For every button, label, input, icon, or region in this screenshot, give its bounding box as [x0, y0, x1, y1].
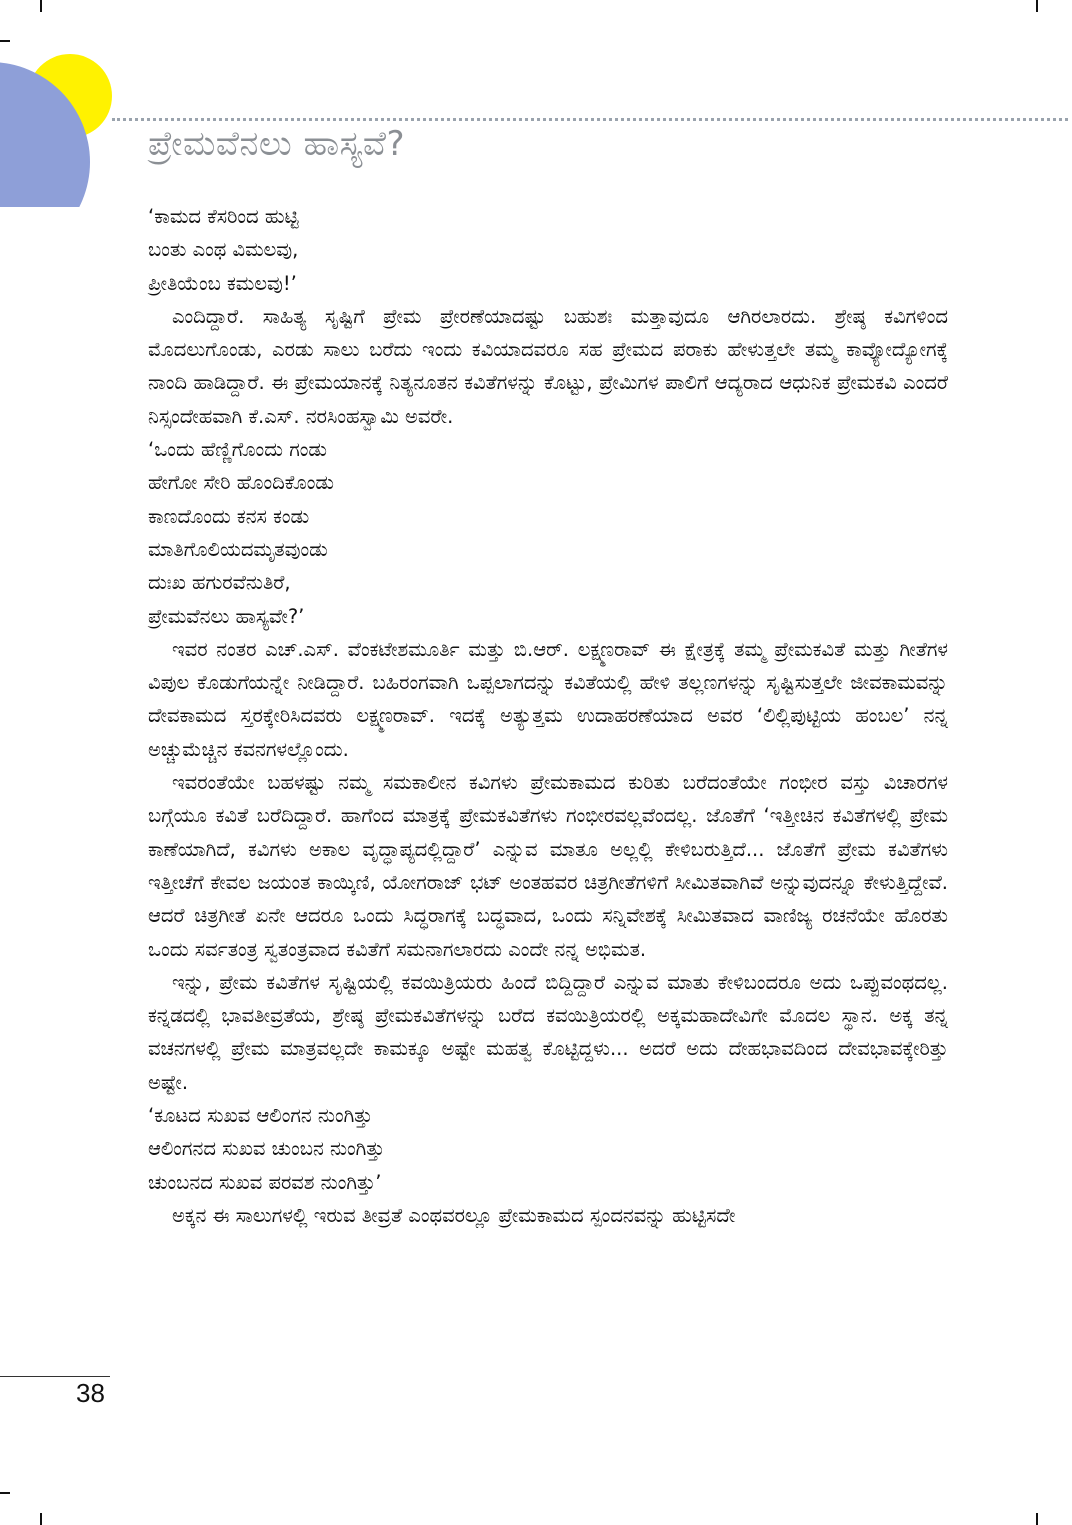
page-number: 38 [76, 1378, 105, 1408]
poem-line: ‘ಕೂಟದ ಸುಖವ ಆಲಿಂಗನ ನುಂಗಿತ್ತು [148, 1104, 373, 1128]
crop-mark [1036, 1513, 1038, 1525]
crop-mark [40, 1513, 42, 1525]
poem-line: ಹೇಗೋ ಸೇರಿ ಹೊಂದಿಕೊಂಡು [148, 471, 334, 495]
article-body [148, 200, 948, 1232]
paragraph: ಇನ್ನು, ಪ್ರೇಮ ಕವಿತೆಗಳ ಸೃಷ್ಟಿಯಲ್ಲಿ ಕವಯಿತ್ರಿಯರು ಹಿಂದೆ ಬಿದ್ದಿದ್ದಾರೆ ಎನ್ನುವ ಮಾತು ಕೇಳಿಬಂದರೂ ಅದು ಒಪ್ಪುವಂಥದಲ್ಲ. ಕನ್ನಡದಲ್ಲಿ ಭಾವತೀವ್ರತೆಯ, ಶ್ರೇಷ್ಠ ಪ್ರೇಮಕವಿತೆಗಳನ್ನು ಬರೆದ ಕವಯಿತ್ರಿಯರಲ್ಲಿ ಅಕ್ಕಮಹಾದೇವಿಗೇ ಮೊದಲ ಸ್ಥಾನ. ಅಕ್ಕ ತನ್ನ ವಚನಗಳಲ್ಲಿ ಪ್ರೇಮ ಮಾತ್ರವಲ್ಲದೇ ಕಾಮಕ್ಕೂ ಅಷ್ಟೇ ಮಹತ್ವ ಕೊಟ್ಟಿದ್ದಳು... ಅದರೆ ಅದು ದೇಹಭಾವದಿಂದ ದೇವಭಾವಕ್ಕೇರಿತ್ತು ಅಷ್ಟೇ. [148, 970, 948, 1094]
crop-mark [0, 40, 10, 42]
poem-line: ಕಾಣದೊಂದು ಕನಸ ಕಂಡು [148, 504, 310, 528]
poem-line: ಆಲಿಂಗನದ ಸುಖವ ಚುಂಬನ ನುಂಗಿತ್ತು [148, 1137, 385, 1161]
page-title: ಪ್ರೇಮವೆನಲು ಹಾಸ್ಯವೆ? [148, 124, 406, 164]
poem-line: ಚುಂಬನದ ಸುಖವ ಪರವಶ ನುಂಗಿತ್ತು’ [148, 1170, 382, 1194]
dotted-rule [112, 118, 1068, 121]
poem-line: ದುಃಖ ಹಗುರವೆನುತಿರೆ, [148, 571, 291, 595]
crop-mark [40, 0, 42, 12]
paragraph: ಎಂದಿದ್ದಾರೆ. ಸಾಹಿತ್ಯ ಸೃಷ್ಟಿಗೆ ಪ್ರೇಮ ಪ್ರೇರಣೆಯಾದಷ್ಟು ಬಹುಶಃ ಮತ್ತಾವುದೂ ಆಗಿರಲಾರದು. ಶ್ರೇಷ್ಠ ಕವಿಗಳಿಂದ ಮೊದಲುಗೊಂಡು, ಎರಡು ಸಾಲು ಬರೆದು ಇಂದು ಕವಿಯಾದವರೂ ಸಹ ಪ್ರೇಮದ ಪರಾಕು ಹೇಳುತ್ತಲೇ ತಮ್ಮ ಕಾವ್ಯೋದ್ಯೋಗಕ್ಕೆ ನಾಂದಿ ಹಾಡಿದ್ದಾರೆ. ಈ ಪ್ರೇಮಯಾನಕ್ಕೆ ನಿತ್ಯನೂತನ ಕವಿತೆಗಳನ್ನು ಕೊಟ್ಟು, ಪ್ರೇಮಿಗಳ ಪಾಲಿಗೆ ಆದ್ಯರಾದ ಆಧುನಿಕ ಪ್ರೇಮಕವಿ ಎಂದರೆ ನಿಸ್ಸಂದೇಹವಾಗಿ ಕೆ.ಎಸ್. ನರಸಿಂಹಸ್ವಾಮಿ ಅವರೇ. [148, 304, 948, 428]
poem-line: ಬಂತು ಎಂಥ ವಿಮಲವು, [148, 238, 299, 262]
poem-line: ಪ್ರೀತಿಯೆಂಬ ಕಮಲವು!’ [148, 271, 297, 295]
page-number-rule [0, 1376, 110, 1377]
poem-line: ಪ್ರೇಮವೆನಲು ಹಾಸ್ಯವೇ?’ [148, 604, 305, 628]
poem-line: ಮಾತಿಗೊಲಿಯದಮೃತವುಂಡು [148, 537, 328, 561]
paragraph: ಇವರಂತೆಯೇ ಬಹಳಷ್ಟು ನಮ್ಮ ಸಮಕಾಲೀನ ಕವಿಗಳು ಪ್ರೇಮಕಾಮದ ಕುರಿತು ಬರೆದಂತೆಯೇ ಗಂಭೀರ ವಸ್ತು ವಿಚಾರಗಳ ಬಗ್ಗೆಯೂ ಕವಿತೆ ಬರೆದಿದ್ದಾರೆ. ಹಾಗೆಂದ ಮಾತ್ರಕ್ಕೆ ಪ್ರೇಮಕವಿತೆಗಳು ಗಂಭೀರವಲ್ಲವೆಂದಲ್ಲ. ಜೊತೆಗೆ ‘ಇತ್ತೀಚಿನ ಕವಿತೆಗಳಲ್ಲಿ ಪ್ರೇಮ ಕಾಣೆಯಾಗಿದೆ, ಕವಿಗಳು ಅಕಾಲ ವೃದ್ಧಾಪ್ಯದಲ್ಲಿದ್ದಾರೆ’ ಎನ್ನುವ ಮಾತೂ ಅಲ್ಲಲ್ಲಿ ಕೇಳಿಬರುತ್ತಿದೆ... ಜೊತೆಗೆ ಪ್ರೇಮ ಕವಿತೆಗಳು ಇತ್ತೀಚೆಗೆ ಕೇವಲ ಜಯಂತ ಕಾಯ್ಕಿಣಿ, ಯೋಗರಾಜ್ ಭಟ್ ಅಂತಹವರ ಚಿತ್ರಗೀತೆಗಳಿಗೆ ಸೀಮಿತವಾಗಿವೆ ಅನ್ನುವುದನ್ನೂ ಕೇಳುತ್ತಿದ್ದೇವೆ. ಆದರೆ ಚಿತ್ರಗೀತೆ ಏನೇ ಆದರೂ ಒಂದು ಸಿದ್ಧರಾಗಕ್ಕೆ ಬದ್ಧವಾದ, ಒಂದು ಸನ್ನಿವೇಶಕ್ಕೆ ಸೀಮಿತವಾದ ವಾಣಿಜ್ಯ ರಚನೆಯೇ ಹೊರತು ಒಂದು ಸರ್ವತಂತ್ರ ಸ್ವತಂತ್ರವಾದ ಕವಿತೆಗೆ ಸಮನಾಗಲಾರದು ಎಂದೇ ನನ್ನ ಅಭಿಮತ. [148, 771, 948, 961]
crop-mark [1036, 0, 1038, 12]
crop-mark [0, 1492, 10, 1494]
paragraph: ಅಕ್ಕನ ಈ ಸಾಲುಗಳಲ್ಲಿ ಇರುವ ತೀವ್ರತೆ ಎಂಥವರಲ್ಲೂ ಪ್ರೇಮಕಾಮದ ಸ್ಪಂದನವನ್ನು ಹುಟ್ಟಿಸದೇ [172, 1203, 736, 1227]
poem-line: ‘ಒಂದು ಹೆಣ್ಣಿಗೊಂದು ಗಂಡು [148, 438, 328, 462]
paragraph: ಇವರ ನಂತರ ಎಚ್.ಎಸ್. ವೆಂಕಟೇಶಮೂರ್ತಿ ಮತ್ತು ಬಿ.ಆರ್. ಲಕ್ಷ್ಮಣರಾವ್ ಈ ಕ್ಷೇತ್ರಕ್ಕೆ ತಮ್ಮ ಪ್ರೇಮಕವಿತೆ ಮತ್ತು ಗೀತೆಗಳ ವಿಪುಲ ಕೊಡುಗೆಯನ್ನೇ ನೀಡಿದ್ದಾರೆ. ಬಹಿರಂಗವಾಗಿ ಒಪ್ಪಲಾಗದನ್ನು ಕವಿತೆಯಲ್ಲಿ ಹೇಳಿ ತಲ್ಲಣಗಳನ್ನು ಸೃಷ್ಟಿಸುತ್ತಲೇ ಜೀವಕಾಮವನ್ನು ದೇವಕಾಮದ ಸ್ತರಕ್ಕೇರಿಸಿದವರು ಲಕ್ಷ್ಮಣರಾವ್. ಇದಕ್ಕೆ ಅತ್ಯುತ್ತಮ ಉದಾಹರಣೆಯಾದ ಅವರ ‘ಲಿಲ್ಲಿಪುಟ್ಟಿಯ ಹಂಬಲ’ ನನ್ನ ಅಚ್ಚುಮೆಚ್ಚಿನ ಕವನಗಳಲ್ಲೊಂದು. [148, 637, 948, 761]
poem-line: ‘ಕಾಮದ ಕೆಸರಿಂದ ಹುಟ್ಟಿ [148, 205, 299, 228]
